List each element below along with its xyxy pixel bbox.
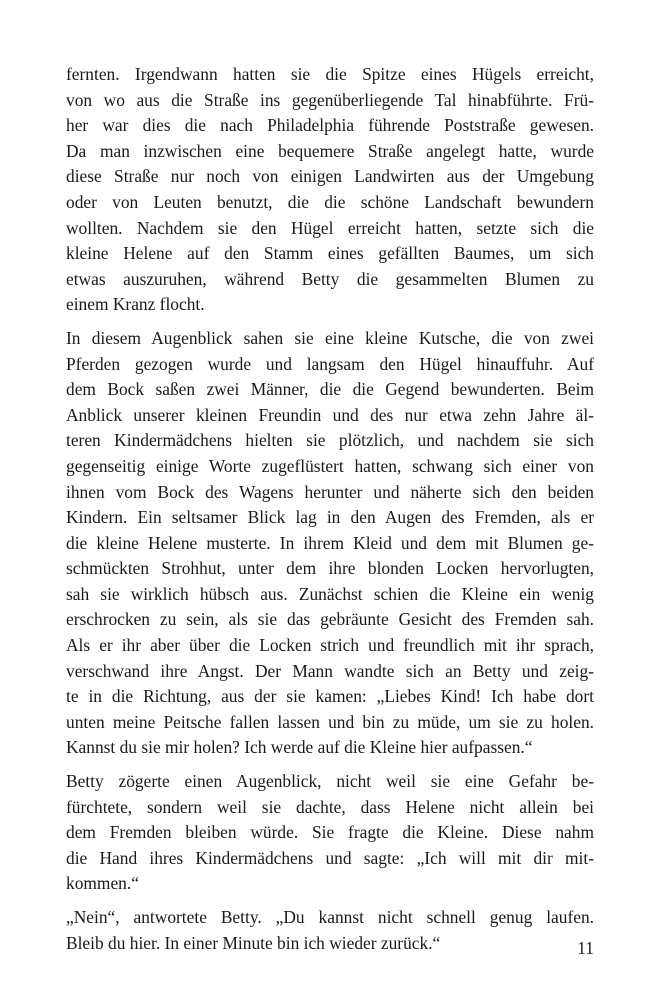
text-line: diese Straße nur noch von einigen Landwirten aus der Umgebung xyxy=(66,166,594,187)
text-line: ihnen vom Bock des Wagens herunter und näherte sich den beiden xyxy=(66,481,594,502)
text-line: Bleib du hier. In einer Minute bin ich wieder zurück.“ xyxy=(66,932,441,953)
text-line: von wo aus die Straße ins gegenüberliegende Tal hinabführte. Frü- xyxy=(66,89,594,110)
page-number: 11 xyxy=(577,938,594,958)
text-line: „Nein“, antwortete Betty. „Du kannst nicht schnell genug laufen. xyxy=(66,907,594,927)
text-line: her war dies die nach Philadelphia führende Poststraße gewesen. xyxy=(66,115,594,136)
text-line: erschrocken zu sein, als sie das gebräunte Gesicht des Fremden sah. xyxy=(66,609,594,630)
text-line: fernten. Irgendwann hatten sie die Spitze eines Hügels erreicht, xyxy=(66,64,594,84)
text-line: Betty zögerte einen Augenblick, nicht weil sie eine Gefahr be- xyxy=(66,771,594,792)
text-line: dem Fremden bleiben würde. Sie fragte die Kleine. Diese nahm xyxy=(66,822,594,843)
paragraph-2 xyxy=(66,326,594,761)
text-line: Als er ihr aber über die Locken strich und freundlich mit ihr sprach, xyxy=(66,635,594,656)
text-line: Pferden gezogen wurde und langsam den Hügel hinauffuhr. Auf xyxy=(66,353,594,374)
text-line: teren Kindermädchens hielten sie plötzlich, und nachdem sie sich xyxy=(66,430,594,451)
paragraph-3 xyxy=(66,769,594,897)
text-line: wollten. Nachdem sie den Hügel erreicht hatten, setzte sich die xyxy=(66,217,594,238)
text-line: einem Kranz flocht. xyxy=(66,294,205,315)
text-line: Anblick unserer kleinen Freundin und des nur etwa zehn Jahre äl- xyxy=(66,404,594,425)
paragraph-1 xyxy=(66,62,594,318)
text-line: Kannst du sie mir holen? Ich werde auf die Kleine hier aufpassen.“ xyxy=(66,737,533,758)
text-line: Kindern. Ein seltsamer Blick lag in den Augen des Fremden, als er xyxy=(66,507,594,528)
text-line: die Hand ihres Kindermädchens und sagte: „Ich will mit dir mit- xyxy=(66,847,594,868)
text-line: oder von Leuten benutzt, die die schöne Landschaft bewundern xyxy=(66,191,594,212)
text-line: fürchtete, sondern weil sie dachte, dass Helene nicht allein bei xyxy=(66,796,594,817)
text-line: schmückten Strohhut, unter dem ihre blonden Locken hervorlugten, xyxy=(66,558,594,579)
text-line: dem Bock saßen zwei Männer, die die Gegend bewunderten. Beim xyxy=(66,379,594,400)
text-line: In diesem Augenblick sahen sie eine kleine Kutsche, die von zwei xyxy=(66,327,594,348)
text-line: gegenseitig einige Worte zugeflüstert hatten, schwang sich einer von xyxy=(66,455,594,476)
text-line: verschwand ihre Angst. Der Mann wandte sich an Betty und zeig- xyxy=(66,660,594,681)
text-line: Da man inzwischen eine bequemere Straße angelegt hatte, wurde xyxy=(66,140,594,161)
page-body xyxy=(66,62,594,964)
text-line: sah sie wirklich hübsch aus. Zunächst schien die Kleine ein wenig xyxy=(66,583,594,604)
text-line: unten meine Peitsche fallen lassen und bin zu müde, um sie zu holen. xyxy=(66,711,594,732)
text-line: kleine Helene auf den Stamm eines gefällten Baumes, um sich xyxy=(66,243,594,264)
text-line: kommen.“ xyxy=(66,873,139,894)
text-line: die kleine Helene musterte. In ihrem Kleid und dem mit Blumen ge- xyxy=(66,532,594,553)
text-line: te in die Richtung, aus der sie kamen: „Liebes Kind! Ich habe dort xyxy=(66,686,594,707)
text-line: etwas auszuruhen, während Betty die gesammelten Blumen zu xyxy=(66,268,594,289)
paragraph-4 xyxy=(66,905,594,956)
